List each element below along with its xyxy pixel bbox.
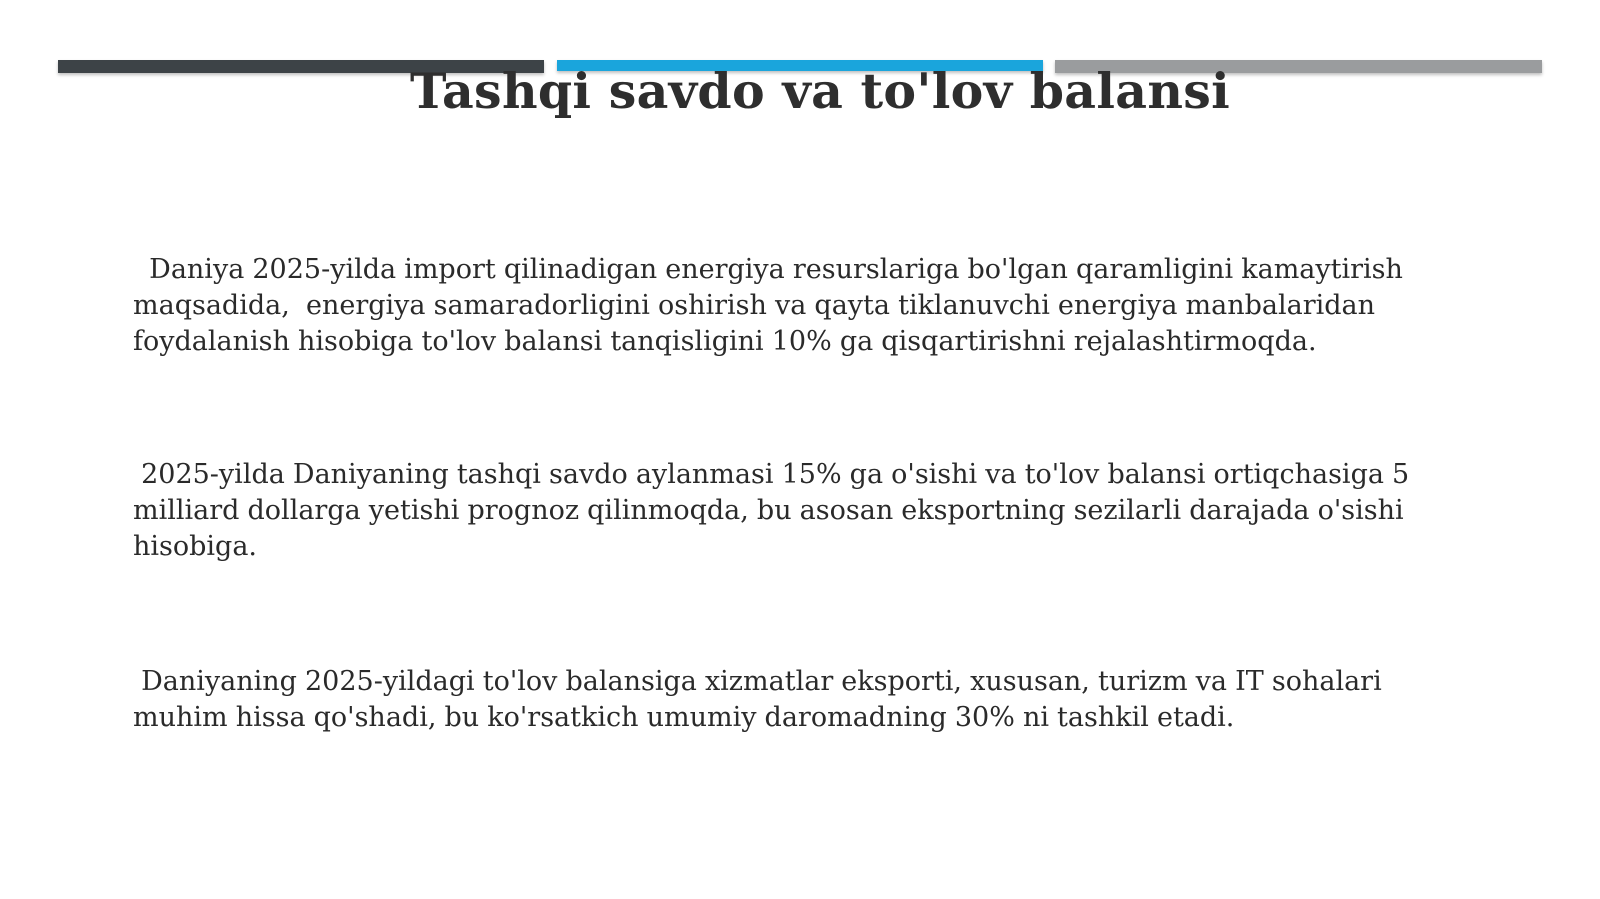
paragraph-trade-forecast: 2025-yilda Daniyaning tashqi savdo aylanmasi 15% ga o'sishi va to'lov balansi ortiqchasiga 5 milliard dollarga yetishi prognoz qilinmoqda, bu asosan eksportning sezilarli darajada o'sishi hisobiga. [133, 459, 1418, 562]
paragraph-energy: Daniya 2025-yilda import qilinadigan energiya resurslariga bo'lgan qaramligini kamaytirish maqsadida, energiya samaradorligini oshirish va qayta tiklanuvchi energiya manbalaridan foydalanish hisobiga to'lov balansi tanqisligini 10% ga qisqartirishni rejalashtirmoqda. [133, 254, 1412, 357]
slide-title: Tashqi savdo va to'lov balansi [409, 62, 1231, 120]
paragraph-services-export: Daniyaning 2025-yildagi to'lov balansiga xizmatlar eksporti, xususan, turizm va IT sohalari muhim hissa qo'shadi, bu ko'rsatkich umumiy daromadning 30% ni tashkil etadi. [133, 666, 1390, 733]
